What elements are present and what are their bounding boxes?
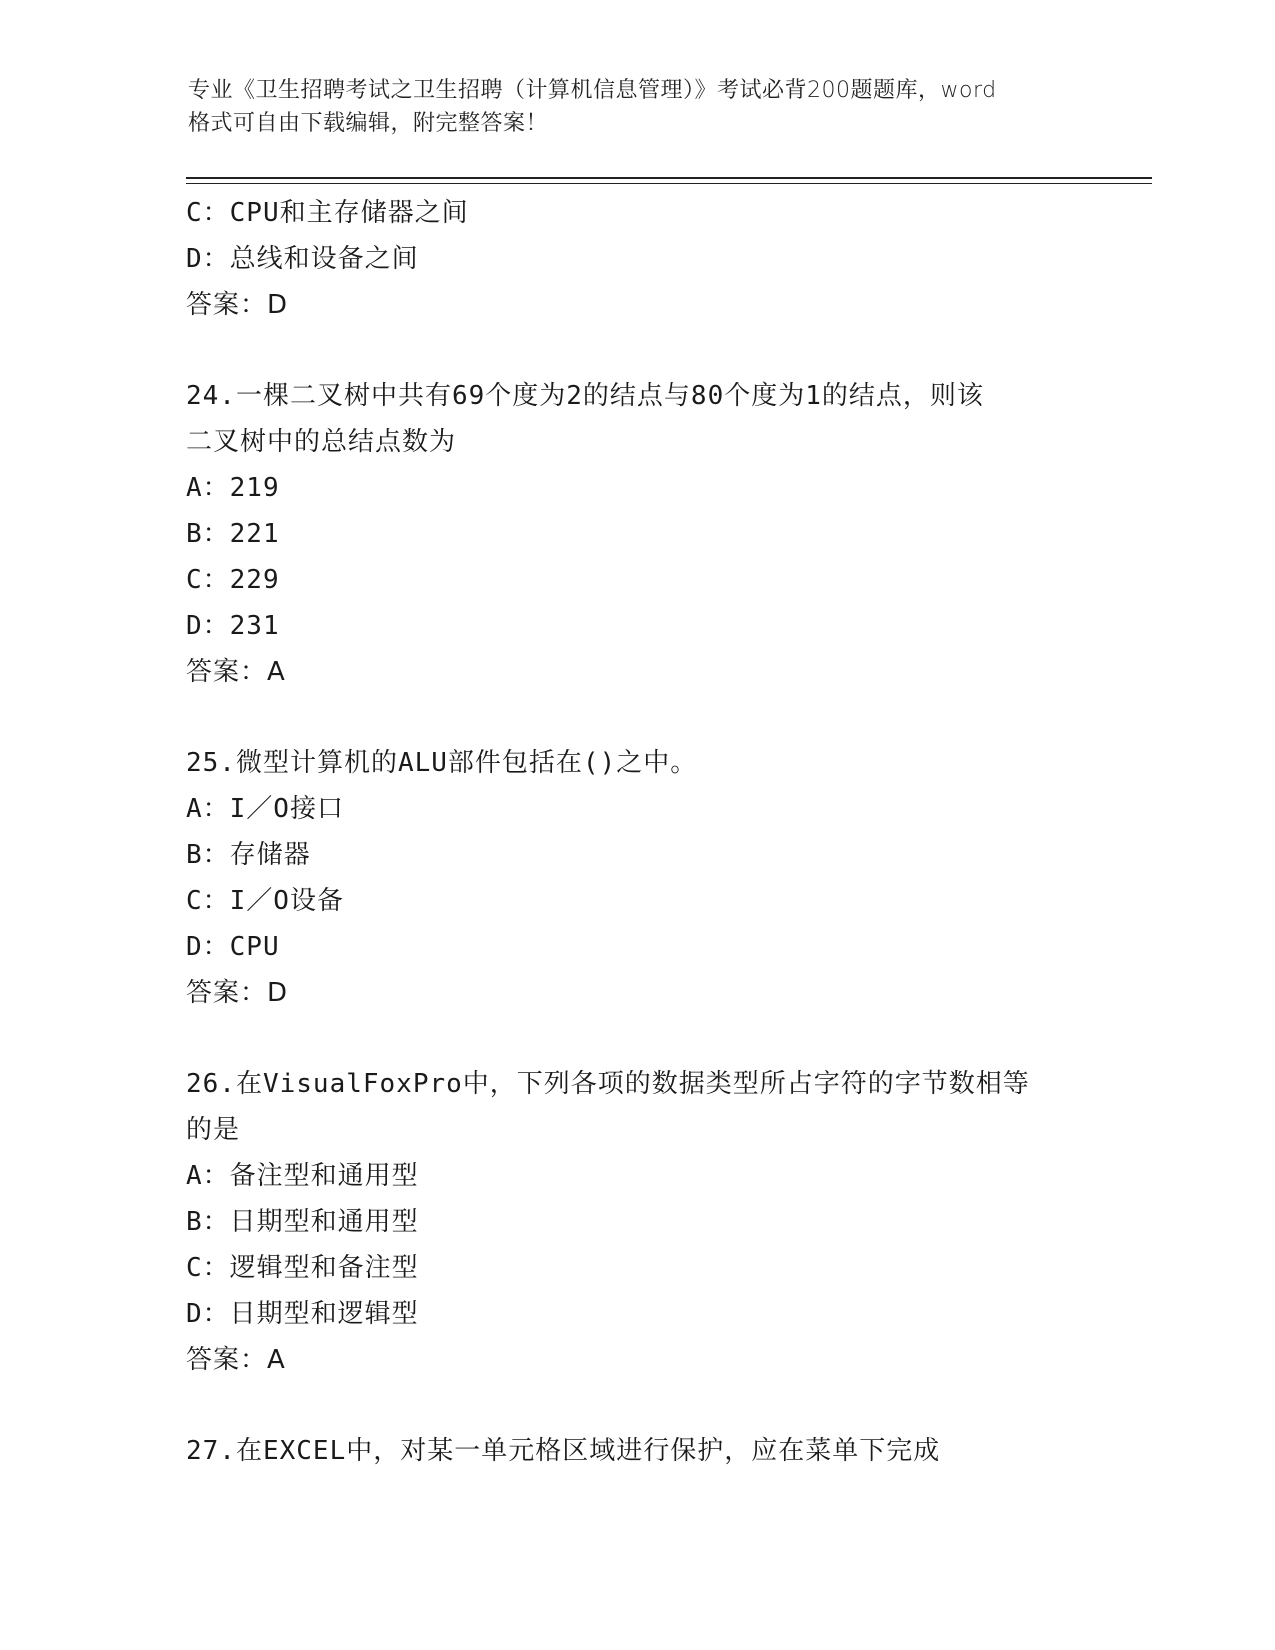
question-24 (186, 373, 1086, 695)
option-a: A：备注型和通用型 (186, 1161, 419, 1191)
question-stem-line: 24.一棵二叉树中共有69个度为2的结点与80个度为1的结点，则该 (186, 381, 984, 411)
header-rule-thick (186, 177, 1152, 179)
question-27 (186, 1428, 1086, 1474)
header-line-1: 专业《卫生招聘考试之卫生招聘（计算机信息管理）》考试必背200题题库，word (188, 78, 997, 103)
option-c: C：229 (186, 565, 280, 595)
option-b: B：存储器 (186, 840, 311, 870)
answer-label: 答案：A (186, 1345, 286, 1375)
option-b: B：日期型和通用型 (186, 1207, 419, 1237)
answer-label: 答案：D (186, 290, 289, 320)
option-d: D：总线和设备之间 (186, 244, 419, 274)
option-d: D：日期型和逻辑型 (186, 1299, 419, 1329)
question-stem-line: 26.在VisualFoxPro中，下列各项的数据类型所占字符的字节数相等 (186, 1069, 1030, 1099)
option-d: D：CPU (186, 932, 280, 962)
question-stem-line: 二叉树中的总结点数为 (186, 427, 457, 457)
answer-label: 答案：A (186, 657, 286, 687)
answer-label: 答案：D (186, 978, 289, 1008)
question-stem-line: 的是 (186, 1115, 241, 1145)
question-list (186, 190, 1086, 1474)
option-c: C：I／O设备 (186, 886, 344, 916)
question-26 (186, 1061, 1086, 1383)
option-c: C：逻辑型和备注型 (186, 1253, 419, 1283)
option-a: A：I／O接口 (186, 794, 344, 824)
header-rule-thin (186, 183, 1152, 184)
question-25 (186, 740, 1086, 1016)
option-b: B：221 (186, 519, 280, 549)
option-a: A：219 (186, 473, 280, 503)
option-d: D：231 (186, 611, 280, 641)
option-c: C：CPU和主存储器之间 (186, 198, 469, 228)
question-23-tail (186, 190, 1086, 328)
question-stem-line: 27.在EXCEL中，对某一单元格区域进行保护，应在菜单下完成 (186, 1436, 941, 1466)
header-line-2: 格式可自由下载编辑，附完整答案！ (188, 111, 549, 136)
document-header (188, 74, 1088, 140)
question-stem-line: 25.微型计算机的ALU部件包括在()之中。 (186, 748, 698, 778)
